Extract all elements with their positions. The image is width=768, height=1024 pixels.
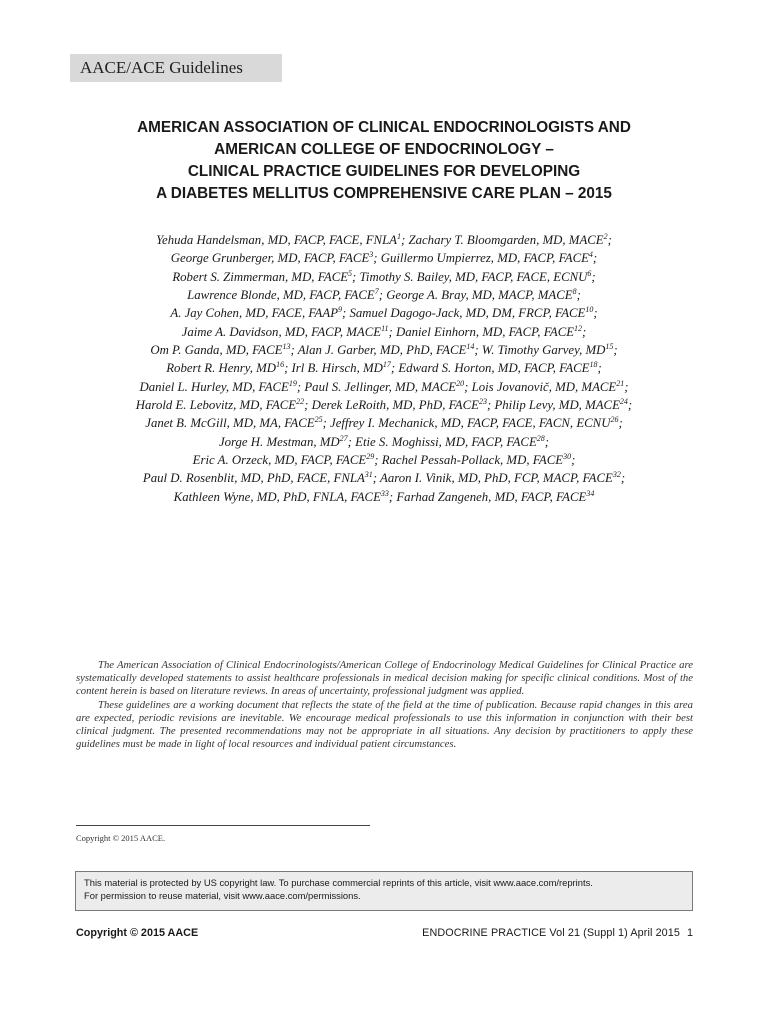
affiliation-marker: 14 bbox=[466, 342, 475, 352]
author-name: Farhad Zangeneh, MD, FACP, FACE bbox=[396, 489, 587, 504]
affiliation-marker: 12 bbox=[574, 323, 583, 333]
author-name: Jaime A. Davidson, MD, FACP, MACE bbox=[181, 324, 382, 339]
author-name: Irl B. Hirsch, MD bbox=[291, 361, 383, 376]
footnote-divider bbox=[76, 825, 370, 826]
author-line: Lawrence Blonde, MD, FACP, FACE$^7$; George A. Bray, MD, MACP, MACE$^8$; bbox=[187, 287, 581, 303]
footer-journal-info bbox=[422, 926, 693, 940]
author-name: A. Jay Cohen, MD, FACE, FAAP bbox=[170, 306, 339, 321]
author-line: Kathleen Wyne, MD, PhD, FNLA, FACE$^{33}$; Farhad Zangeneh, MD, FACP, FACE$^{34}$ bbox=[173, 488, 595, 504]
author-line: George Grunberger, MD, FACP, FACE$^3$; Guillermo Umpierrez, MD, FACP, FACE$^4$; bbox=[170, 250, 598, 266]
disclaimer-paragraph: The American Association of Clinical Endocrinologists/American College of Endocrinology Medical Guidelines for Clinical Practice are systematically developed statements to assist healthcare professionals in medical decision making for specific clinical conditions. Most of the content herein is based on literature reviews. In areas of uncertainty, professional judgment was applied. bbox=[76, 659, 693, 698]
affiliation-marker: 27 bbox=[339, 433, 348, 443]
affiliation-marker: 1 bbox=[397, 232, 402, 241]
affiliation-marker: 11 bbox=[381, 323, 389, 333]
title-line: AMERICAN COLLEGE OF ENDOCRINOLOGY – bbox=[214, 141, 554, 158]
title-line: CLINICAL PRACTICE GUIDELINES FOR DEVELOPING bbox=[187, 163, 581, 180]
notice-line: For permission to reuse material, visit www.aace.com/permissions. bbox=[84, 889, 361, 901]
affiliation-marker: 16 bbox=[276, 360, 285, 370]
author-name: Derek LeRoith, MD, PhD, FACE bbox=[311, 398, 479, 413]
page-footer bbox=[76, 926, 693, 940]
affiliation-marker: 24 bbox=[619, 397, 628, 407]
author-line: Eric A. Orzeck, MD, FACP, FACE$^{29}$; Rachel Pessah-Pollack, MD, FACE$^{30}$; bbox=[192, 452, 576, 468]
affiliation-marker: 30 bbox=[563, 452, 572, 462]
author-name: Paul S. Jellinger, MD, MACE bbox=[304, 379, 457, 394]
affiliation-marker: 13 bbox=[282, 342, 291, 352]
author-line: Om P. Ganda, MD, FACE$^{13}$; Alan J. Garber, MD, PhD, FACE$^{14}$; W. Timothy Garvey, MD$^{15}$; bbox=[150, 342, 618, 358]
affiliation-marker: 23 bbox=[478, 397, 487, 407]
affiliation-marker: 3 bbox=[369, 250, 374, 260]
journal-citation: ENDOCRINE PRACTICE Vol 21 (Suppl 1) April 2015 bbox=[422, 927, 680, 939]
affiliation-marker: 4 bbox=[588, 250, 593, 260]
author-name: Etie S. Moghissi, MD, FACP, FACE bbox=[355, 434, 537, 449]
author-name: Harold E. Lebovitz, MD, FACE bbox=[135, 398, 297, 413]
affiliation-marker: 31 bbox=[364, 470, 373, 480]
author-list bbox=[60, 231, 708, 506]
author-name: Daniel Einhorn, MD, FACP, FACE bbox=[395, 324, 575, 339]
author-name: Lawrence Blonde, MD, FACP, FACE bbox=[187, 288, 375, 303]
author-name: Philip Levy, MD, MACE bbox=[494, 398, 620, 413]
author-name: Yehuda Handelsman, MD, FACP, FACE, FNLA bbox=[156, 233, 398, 247]
author-name: Edward S. Horton, MD, FACP, FACE bbox=[398, 361, 590, 376]
affiliation-marker: 33 bbox=[380, 488, 389, 498]
author-line: Daniel L. Hurley, MD, FACE$^{19}$; Paul S. Jellinger, MD, MACE$^{20}$; Lois Jovanovič, MD, MACE$^{21}$; bbox=[139, 378, 629, 394]
author-name: Alan J. Garber, MD, PhD, FACE bbox=[297, 343, 467, 358]
author-name: Daniel L. Hurley, MD, FACE bbox=[139, 379, 289, 394]
disclaimer-paragraph: These guidelines are a working document that reflects the state of the field at the time of publication. Because rapid changes in this area are expected, periodic revisions are inevitable. We encourage medical professionals to use this information in conjunction with their best clinical judgment. The presented recommendations may not be appropriate in all situations. Any decision by practitioners to apply these guidelines must be made in light of local resources and individual patient circumstances. bbox=[76, 698, 693, 751]
affiliation-marker: 7 bbox=[374, 287, 379, 297]
author-name: Aaron I. Vinik, MD, PhD, FCP, MACP, FACE bbox=[380, 471, 613, 486]
affiliation-marker: 10 bbox=[585, 305, 594, 315]
author-name: George Grunberger, MD, FACP, FACE bbox=[170, 251, 370, 266]
affiliation-marker: 8 bbox=[572, 287, 577, 297]
author-name: Timothy S. Bailey, MD, FACP, FACE, ECNU bbox=[359, 269, 588, 284]
author-name: Eric A. Orzeck, MD, FACP, FACE bbox=[192, 453, 367, 468]
affiliation-marker: 25 bbox=[314, 415, 323, 425]
affiliation-marker: 22 bbox=[296, 397, 305, 407]
author-line: Harold E. Lebovitz, MD, FACE$^{22}$; Derek LeRoith, MD, PhD, FACE$^{23}$; Philip Levy, MD, MACE$^{24}$; bbox=[135, 397, 633, 413]
author-line: Yehuda Handelsman, MD, FACP, FACE, FNLA$^1$; Zachary T. Bloomgarden, MD, MACE$^2$; bbox=[156, 232, 612, 247]
affiliation-marker: 21 bbox=[616, 378, 625, 388]
author-line: Paul D. Rosenblit, MD, PhD, FACE, FNLA$^{31}$; Aaron I. Vinik, MD, PhD, FCP, MACP, FACE$^{32}$; bbox=[142, 470, 626, 486]
section-tab: AACE/ACE Guidelines bbox=[70, 54, 282, 82]
title-line: A DIABETES MELLITUS COMPREHENSIVE CARE PLAN – 2015 bbox=[156, 185, 612, 202]
footer-copyright: Copyright © 2015 AACE bbox=[76, 927, 199, 939]
affiliation-marker: 28 bbox=[536, 433, 545, 443]
affiliation-marker: 29 bbox=[366, 452, 375, 462]
author-name: Samuel Dagogo-Jack, MD, DM, FRCP, FACE bbox=[349, 306, 586, 321]
author-line: A. Jay Cohen, MD, FACE, FAAP$^9$; Samuel Dagogo-Jack, MD, DM, FRCP, FACE$^{10}$; bbox=[170, 305, 598, 321]
author-name: Jorge H. Mestman, MD bbox=[218, 434, 340, 449]
author-line: Janet B. McGill, MD, MA, FACE$^{25}$; Jeffrey I. Mechanick, MD, FACP, FACE, FACN, ECNU$^{26}$; bbox=[145, 415, 623, 431]
affiliation-marker: 34 bbox=[586, 488, 595, 498]
author-line: Jaime A. Davidson, MD, FACP, MACE$^{11}$; Daniel Einhorn, MD, FACP, FACE$^{12}$; bbox=[181, 323, 587, 339]
affiliation-marker: 2 bbox=[603, 232, 608, 241]
author-line: Robert S. Zimmerman, MD, FACE$^5$; Timothy S. Bailey, MD, FACP, FACE, ECNU$^6$; bbox=[172, 268, 596, 284]
author-name: Zachary T. Bloomgarden, MD, MACE bbox=[408, 233, 604, 247]
author-name: Guillermo Umpierrez, MD, FACP, FACE bbox=[380, 251, 589, 266]
guidelines-disclaimer bbox=[76, 659, 693, 751]
copyright-notice-box bbox=[75, 871, 693, 911]
author-name: Om P. Ganda, MD, FACE bbox=[150, 343, 283, 358]
affiliation-marker: 15 bbox=[605, 342, 614, 352]
affiliation-marker: 6 bbox=[587, 268, 592, 278]
page-number: 1 bbox=[686, 927, 693, 939]
affiliation-marker: 32 bbox=[612, 470, 621, 480]
copyright-footnote: Copyright © 2015 AACE. bbox=[76, 833, 166, 843]
author-name: George A. Bray, MD, MACP, MACE bbox=[386, 288, 573, 303]
affiliation-marker: 17 bbox=[382, 360, 391, 370]
affiliation-marker: 19 bbox=[288, 378, 297, 388]
author-name: Janet B. McGill, MD, MA, FACE bbox=[145, 416, 315, 431]
author-name: W. Timothy Garvey, MD bbox=[481, 343, 606, 358]
affiliation-marker: 9 bbox=[338, 305, 343, 315]
article-title bbox=[60, 117, 708, 205]
author-name: Lois Jovanovič, MD, MACE bbox=[471, 379, 617, 394]
affiliation-marker: 26 bbox=[610, 415, 619, 425]
title-line: AMERICAN ASSOCIATION OF CLINICAL ENDOCRINOLOGISTS AND bbox=[137, 119, 631, 136]
affiliation-marker: 20 bbox=[456, 378, 465, 388]
author-name: Robert S. Zimmerman, MD, FACE bbox=[172, 269, 349, 284]
author-name: Robert R. Henry, MD bbox=[166, 361, 277, 376]
affiliation-marker: 18 bbox=[589, 360, 598, 370]
author-name: Jeffrey I. Mechanick, MD, FACP, FACE, FACN, ECNU bbox=[330, 416, 611, 431]
author-name: Paul D. Rosenblit, MD, PhD, FACE, FNLA bbox=[142, 471, 365, 486]
affiliation-marker: 5 bbox=[348, 268, 353, 278]
author-name: Kathleen Wyne, MD, PhD, FNLA, FACE bbox=[173, 489, 381, 504]
author-line: Robert R. Henry, MD$^{16}$; Irl B. Hirsch, MD$^{17}$; Edward S. Horton, MD, FACP, FACE$^{18}$; bbox=[166, 360, 602, 376]
author-name: Rachel Pessah-Pollack, MD, FACE bbox=[381, 453, 564, 468]
notice-line: This material is protected by US copyright law. To purchase commercial reprints of this article, visit www.aace.com/reprints. bbox=[84, 877, 593, 888]
author-line: Jorge H. Mestman, MD$^{27}$; Etie S. Moghissi, MD, FACP, FACE$^{28}$; bbox=[218, 433, 550, 449]
